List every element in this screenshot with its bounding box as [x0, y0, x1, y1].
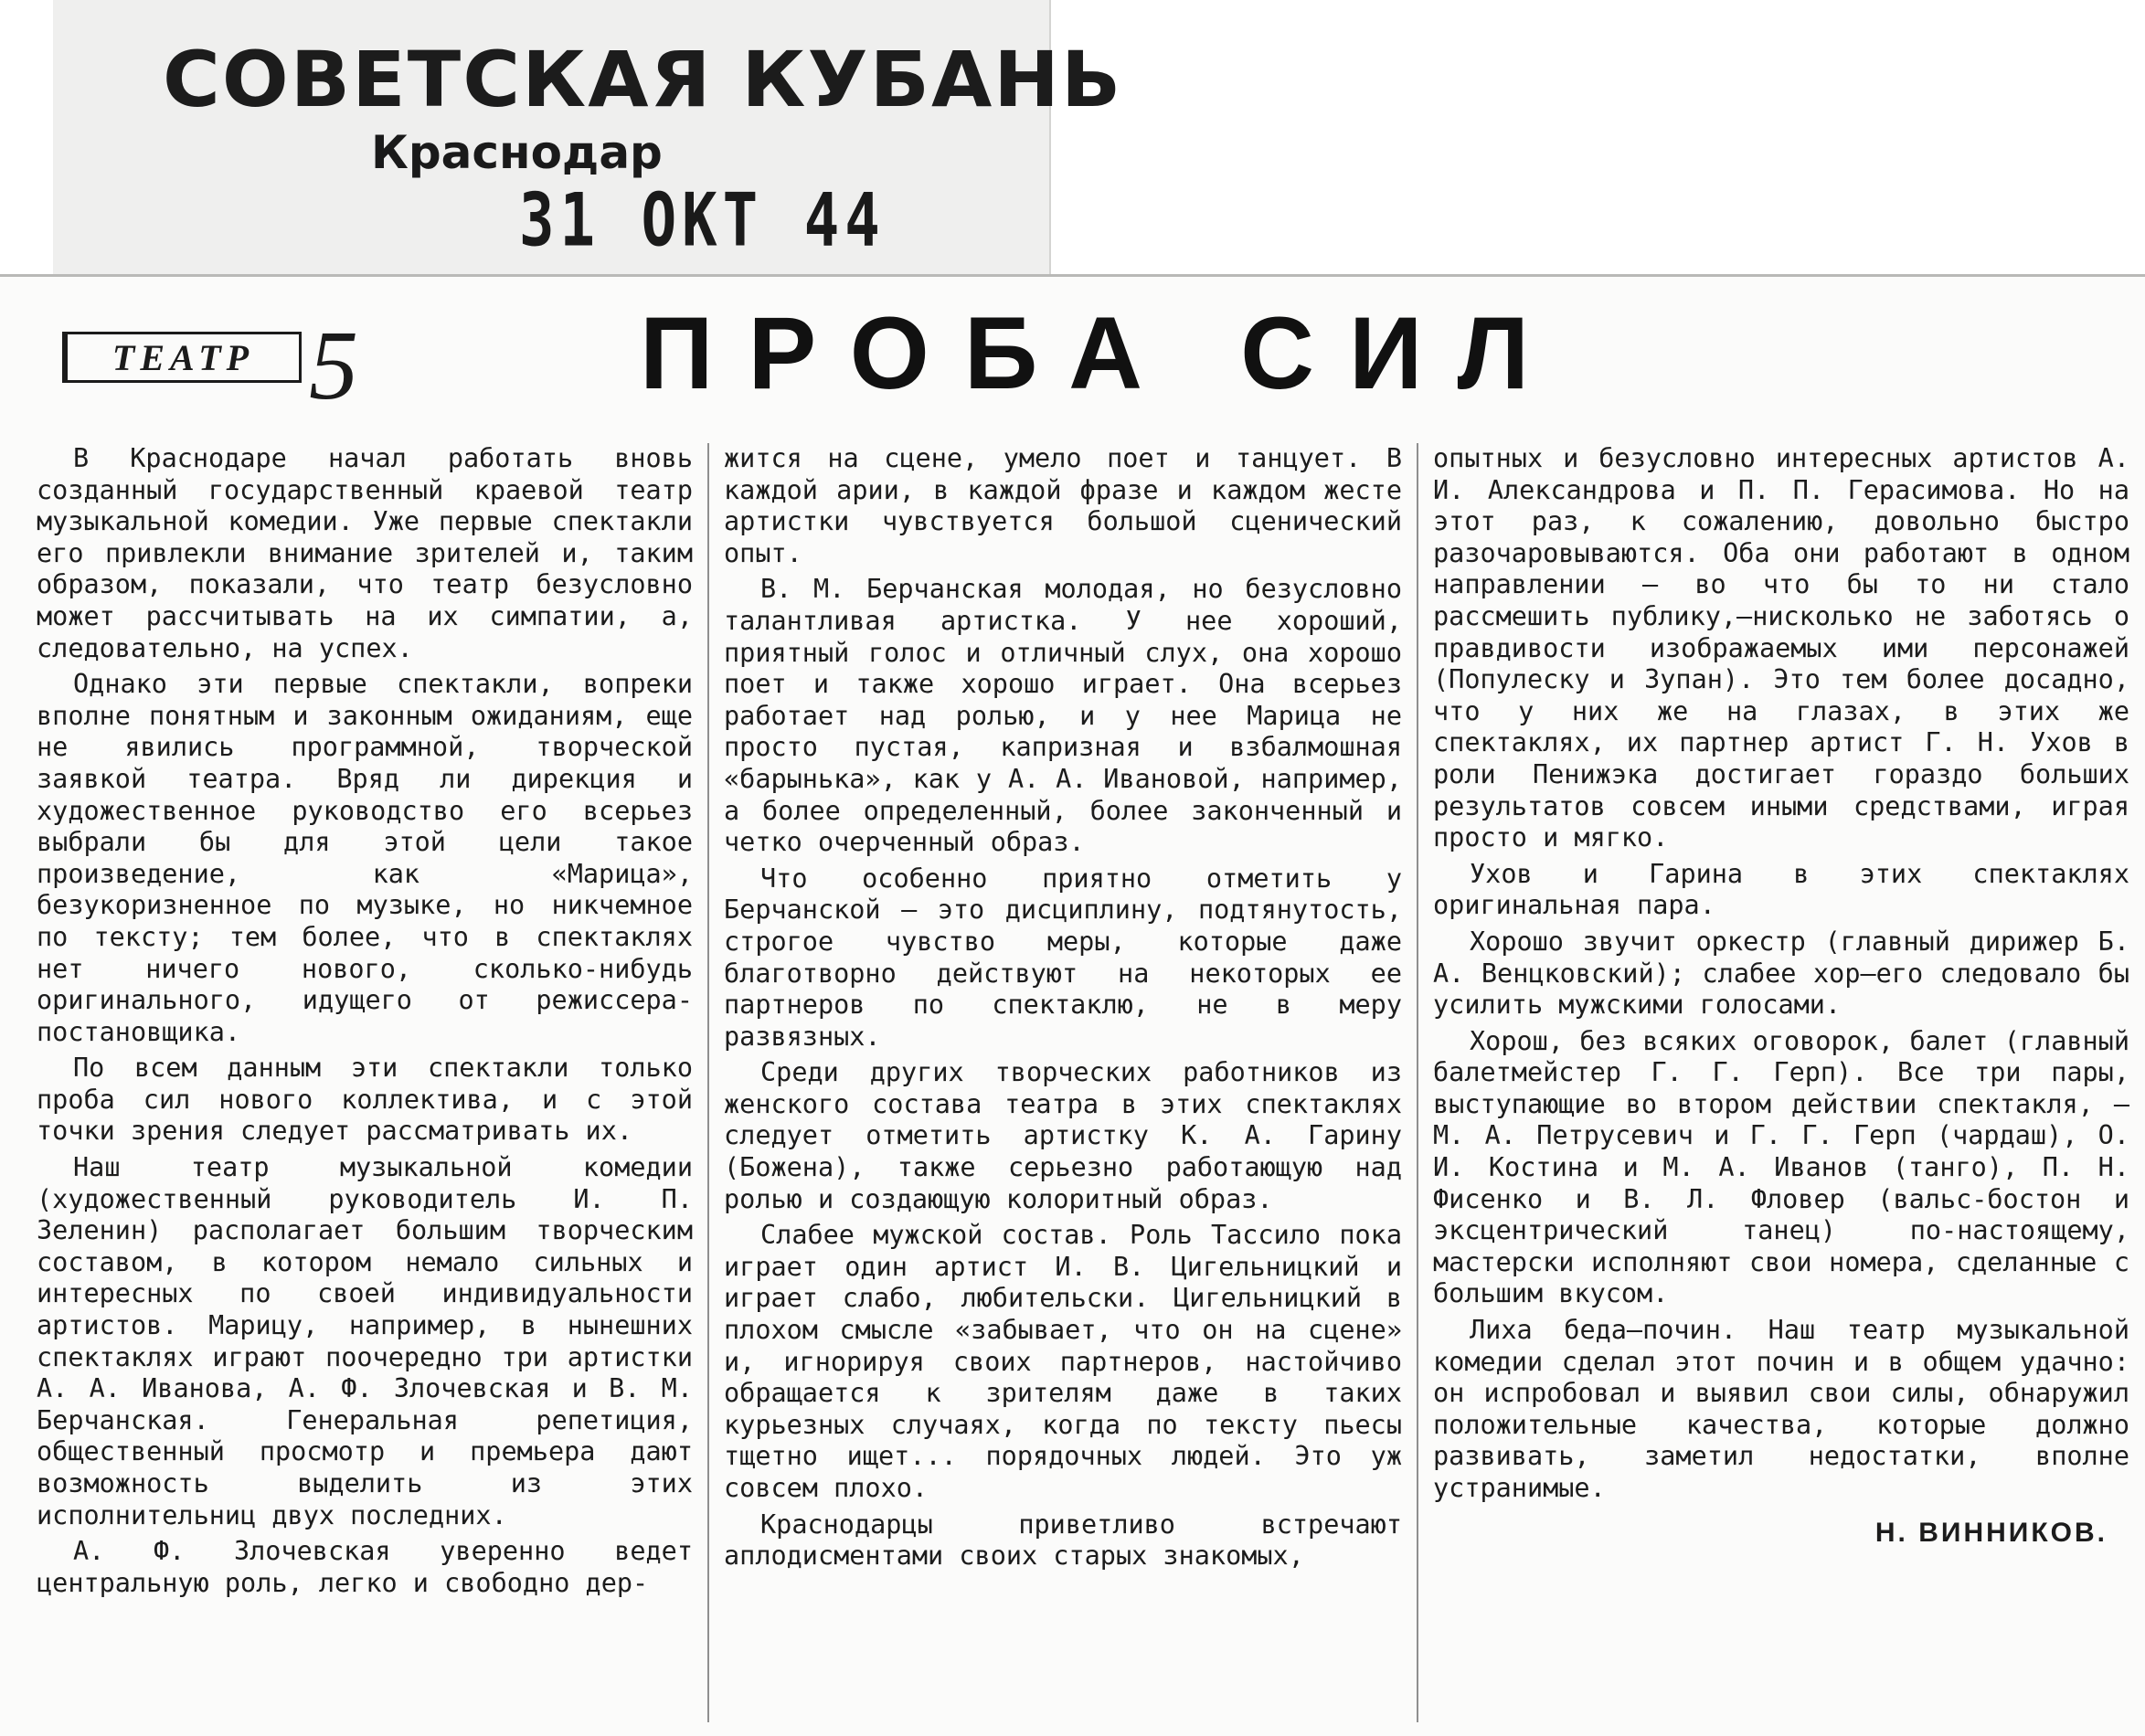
paragraph: Наш театр музыкальной комедии (художественный руководитель И. П. Зеленин) располагает большим творческим составом, в котором немало сильных и интересных по своей индивидуальности артистов. Марицу, например, в нынешних спектаклях играют поочередно три артистки А. А. Иванова, А. Ф. Злочевская и В. М. Берчанская. Генеральная репетиция, общественный просмотр и премьера дают возможность выделить из этих исполнительниц двух последних. [37, 1152, 693, 1530]
paragraph: Хорош, без всяких оговорок, балет (главный балетмейстер Г. Г. Герп). Все три пары, выступающие во втором действии спектакля, — М. А. Петрусевич и Г. Г. Герп (чардаш), О. И. Костина и М. А. Иванов (танго), П. Н. Фисенко и В. Л. Фловер (вальс-бостон и эксцентрический танец) по-настоящему, мастерски исполняют свои номера, сделанные с большим вкусом. [1433, 1025, 2129, 1309]
paragraph: Лиха беда—почин. Наш театр музыкальной комедии сделал этот почин и в общем удачно: он испробовал и выявил свои силы, обнаружил положительные качества, которые должно развивать, заметил недостатки, вполне устранимые. [1433, 1315, 2129, 1503]
stamp-city: Краснодар [371, 126, 663, 179]
article-headline: ПРОБА СИЛ [640, 296, 1565, 410]
paragraph: Среди других творческих работников из женского состава театра в этих спектаклях следует отметить артистку К. А. Гарину (Божена), также серьезно работающую над ролью и создающую колоритный образ. [724, 1057, 1402, 1214]
paragraph: По всем данным эти спектакли только проба сил нового коллектива, и с этой точки зрения следует рассматривать их. [37, 1053, 693, 1147]
paragraph: опытных и безусловно интересных артистов А. И. Александрова и П. П. Герасимова. Но на этот раз, к сожалению, довольно быстро разочаровываются. Оба они работают в одном направлении — во что бы то ни стало рассмешить публику,—нисколько не заботясь о правдивости изображаемых ими персонажей (Популеску и Зупан). Это тем более досадно, что у них же на глазах, в этих же спектаклях, их партнер артист Г. Н. Ухов в роли Пенижэка достигает гораздо больших результатов совсем иными средствами, играя просто и мягко. [1433, 443, 2129, 853]
paragraph: Хорошо звучит оркестр (главный дирижер Б. А. Венцковский); слабее хор—его следовало бы усилить мужскими голосами. [1433, 926, 2129, 1021]
newspaper-clipping-stamp [53, 0, 1123, 274]
stamp-date: 31 ОКТ 44 [519, 179, 886, 264]
rubric-label: ТЕАТР [62, 332, 302, 383]
paragraph: Краснодарцы приветливо встречают аплодисментами своих старых знакомых, [724, 1508, 1402, 1572]
column-divider [1417, 443, 1418, 1722]
paragraph: Слабее мужской состав. Роль Тассило пока играет один артист И. В. Цигельницкий и играет слабо, любительски. Цигельницкий в плохом смысле «забывает, что он на сцене» и, игнорируя своих партнеров, настойчиво обращается к зрителям даже в таких курьезных случаях, когда по тексту пьесы тщетно ищет... порядочных людей. Это уж совсем плохо. [724, 1220, 1402, 1503]
paragraph: Однако эти первые спектакли, вопреки вполне понятным и законным ожиданиям, еще не явились программной, творческой заявкой театра. Вряд ли дирекция и художественное руководство его всерьез выбрали бы для этой цели такое произведение, как «Марица», безукоризненное по музыке, но никчемное по тексту; тем более, что в спектаклях нет ничего нового, сколько-нибудь оригинального, идущего от режиссера-постановщика. [37, 669, 693, 1047]
column-divider [707, 443, 709, 1722]
paragraph: В. М. Берчанская молодая, но безусловно талантливая артистка. У нее хороший, приятный голос и отличный слух, она хорошо поет и также хорошо играет. Она всерьез работает над ролью, и у нее Марица не просто пустая, капризная и взбалмошная «барынька», как у А. А. Ивановой, например, а более определенный, более законченный и четко очерченный образ. [724, 574, 1402, 858]
article-columns [37, 443, 2129, 1722]
paragraph: Что особенно приятно отметить у Берчанской — это дисциплину, подтянутость, строгое чувство меры, которые даже благотворно действуют на некоторых ее партнеров по спектаклю, не в меру развязных. [724, 863, 1402, 1052]
paragraph: жится на сцене, умело поет и танцует. В каждой арии, в каждой фразе и каждом жесте артистки чувствуется большой сценический опыт. [724, 443, 1402, 568]
article-column-2 [724, 443, 1402, 1722]
paragraph: А. Ф. Злочевская уверенно ведет центральную роль, легко и свободно дер- [37, 1536, 693, 1598]
article [0, 274, 2145, 1736]
author-signature: Н. ВИННИКОВ. [1874, 1517, 2108, 1548]
article-column-1 [37, 443, 693, 1722]
paragraph: В Краснодаре начал работать вновь созданный государственный краевой театр музыкальной комедии. Уже первые спектакли его привлекли внимание зрителей и, таким образом, показали, что театр безусловно может рассчитывать на их симпатии, а, следовательно, на успех. [37, 443, 693, 663]
article-column-3 [1433, 443, 2129, 1722]
handwritten-mark: 5 [309, 312, 358, 420]
paragraph: Ухов и Гарина в этих спектаклях оригинальная пара. [1433, 858, 2129, 921]
stamp-newspaper-name: СОВЕТСКАЯ КУБАНЬ [163, 35, 1123, 124]
